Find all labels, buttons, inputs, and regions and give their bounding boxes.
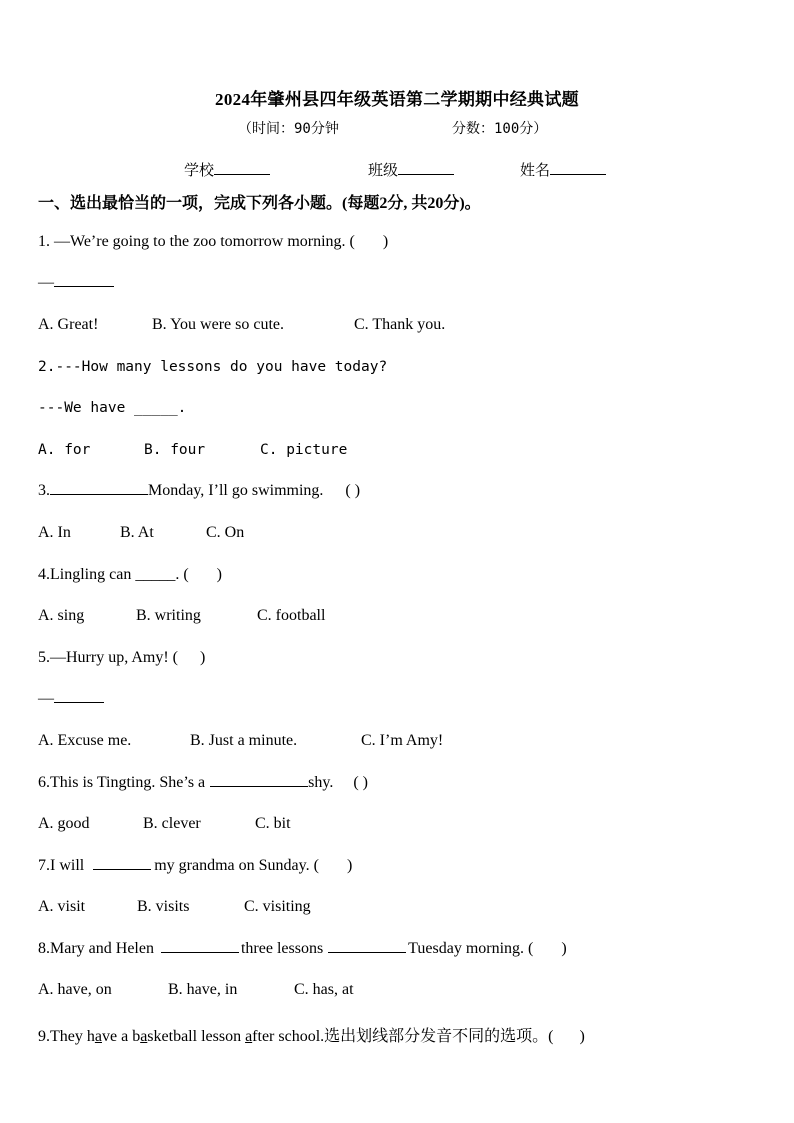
q6-option-b: B. clever (143, 815, 201, 832)
q3-option-c: C. On (206, 524, 245, 541)
q5-dash: — (38, 690, 54, 707)
q7-option-a: A. visit (38, 898, 86, 915)
q5-option-b: B. Just a minute. (190, 732, 298, 749)
q5-stem: 5.—Hurry up, Amy! ( (38, 649, 178, 666)
time-info: （时间：90分钟 (238, 121, 339, 137)
question-6 (38, 774, 368, 792)
school-label: 学校 (184, 163, 215, 179)
class-blank (398, 173, 454, 175)
q6-post: shy. (308, 774, 334, 791)
q7-pre: 7.I will (38, 857, 85, 874)
q5-blank (54, 701, 104, 703)
q1-options (38, 316, 445, 334)
q9-part-1: 9.They h (38, 1028, 95, 1045)
q3-option-a: A. In (38, 524, 71, 541)
q7-post: my grandma on Sunday. ( (154, 857, 319, 874)
q5-option-a: A. Excuse me. (38, 732, 132, 749)
q7-blank (93, 868, 151, 870)
q1-option-b: B. You were so cute. (152, 316, 284, 333)
q8-blank-1 (161, 951, 239, 953)
class-field (368, 159, 454, 180)
q4-option-a: A. sing (38, 607, 85, 624)
q4-options (38, 607, 325, 625)
name-field (520, 159, 606, 180)
q9-underlined-2: a (140, 1028, 148, 1045)
q8-option-c: C. has, at (294, 981, 354, 998)
q6-paren: ( ) (353, 774, 368, 791)
q4-stem: 4.Lingling can _____. ( (38, 566, 189, 583)
q9-part-4: fter school.选出划线部分发音不同的选项。( (252, 1028, 554, 1045)
q6-option-a: A. good (38, 815, 90, 832)
q3-option-b: B. At (120, 524, 154, 541)
school-blank (214, 173, 270, 175)
q6-blank (210, 785, 308, 787)
q8-option-a: A. have, on (38, 981, 112, 998)
q2-option-a: A. for (38, 442, 91, 458)
q2-option-b: B. four (144, 442, 206, 458)
q8-option-b: B. have, in (168, 981, 238, 998)
q2-options (38, 442, 347, 458)
class-label: 班级 (368, 163, 399, 179)
q3-options (38, 524, 244, 542)
q9-part-3: sketball lesson (147, 1028, 246, 1045)
page-title: 2024年肇州县四年级英语第二学期期中经典试题 (215, 90, 579, 109)
q9-underlined-1: a (94, 1028, 102, 1045)
q9-part-2: ve a b (101, 1028, 141, 1045)
q8-close: ) (561, 940, 567, 957)
q1-blank (54, 285, 114, 287)
q7-options (38, 898, 311, 916)
q8-post: Tuesday morning. ( (408, 940, 534, 957)
q2-stem: 2.---How many lessons do you have today? (38, 359, 388, 375)
q6-option-c: C. bit (255, 815, 291, 832)
q6-options (38, 815, 291, 833)
q5-answer-line (38, 690, 104, 708)
q1-option-c: C. Thank you. (354, 316, 446, 333)
school-field (184, 159, 270, 180)
question-7 (38, 857, 352, 875)
question-1 (38, 233, 388, 251)
q2-option-c: C. picture (260, 442, 348, 458)
question-9 (38, 1023, 585, 1046)
q4-option-b: B. writing (136, 607, 201, 624)
q9-underlined-3: a (245, 1028, 253, 1045)
q1-close: ) (382, 233, 389, 250)
q6-pre: 6.This is Tingting. She’s a (38, 774, 206, 791)
q8-blank-2 (328, 951, 406, 953)
question-3 (38, 482, 360, 500)
q3-stem: Monday, I’ll go swimming. (148, 482, 324, 499)
question-8 (38, 940, 567, 958)
score-info: 分数：100分） (452, 121, 548, 137)
q3-num: 3. (38, 482, 50, 499)
q1-dash: — (38, 274, 54, 291)
q5-close: ) (199, 649, 206, 666)
q8-mid: three lessons (240, 940, 324, 957)
section-heading: 一、选出最恰当的一项，完成下列各小题。(每题2分, 共20分)。 (38, 195, 481, 212)
q7-close: ) (346, 857, 353, 874)
q5-options (38, 732, 443, 750)
q7-option-b: B. visits (137, 898, 190, 915)
question-5 (38, 649, 205, 667)
question-4 (38, 566, 222, 584)
name-label: 姓名 (520, 163, 551, 179)
q1-stem: 1. —We’re going to the zoo tomorrow morning. ( (38, 233, 355, 250)
q3-blank (50, 493, 148, 495)
q8-pre: 8.Mary and Helen (38, 940, 154, 957)
q4-close: ) (216, 566, 222, 583)
q1-option-a: A. Great! (38, 316, 99, 333)
q3-paren: ( ) (345, 482, 361, 499)
q1-answer-line (38, 274, 114, 292)
q4-option-c: C. football (257, 607, 326, 624)
q7-option-c: C. visiting (244, 898, 311, 915)
q2-reply: ---We have _____. (38, 400, 187, 416)
name-blank (550, 173, 606, 175)
q5-option-c: C. I’m Amy! (361, 732, 444, 749)
q8-options (38, 981, 354, 999)
q9-close: ) (579, 1028, 585, 1045)
